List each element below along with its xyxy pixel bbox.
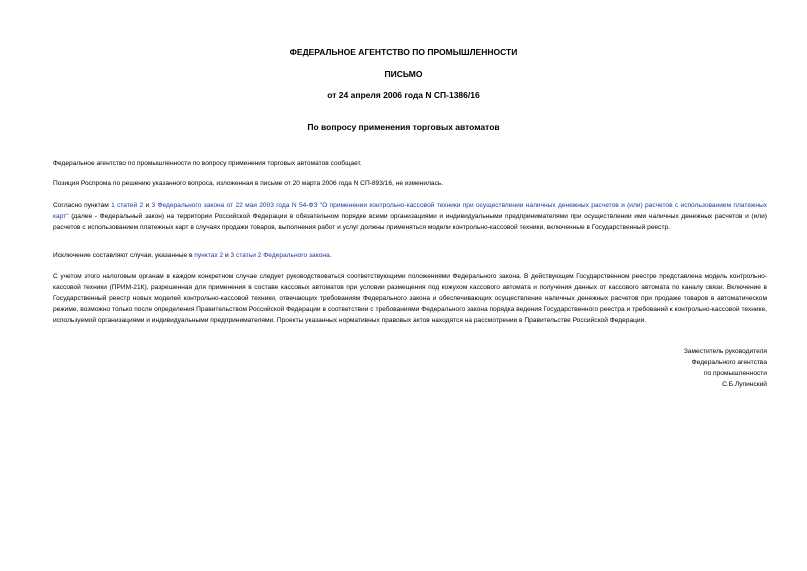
paragraph-text: Согласно пунктам — [53, 201, 112, 209]
paragraph-text: (далее - Федеральный закон) на территории Российской Федерации в обязательном порядке всеми организациями и индивидуальными предпринимателями при осуществлении ими наличных денежных расчетов и (или) расчетов с использованием платежных карт в случаях продажи товаров, выполнения работ и услуг должны применяться модели контрольно-кассовой техники, включенные в Государственный реестр. — [53, 212, 767, 231]
link-points-2[interactable]: пунктах 2 — [194, 251, 224, 259]
signature-block — [567, 346, 767, 390]
signature-name: С.Б.Лупинский — [722, 381, 767, 388]
paragraph-position: Позиция Роспрома по решению указанного вопроса, изложенная в письме от 20 марта 2006 года N СП-893/16, не изменилась. — [53, 179, 444, 187]
document-subject: По вопросу применения торговых автоматов — [307, 122, 500, 132]
paragraph-text: и — [223, 251, 231, 259]
document-date-number: от 24 апреля 2006 года N СП-1386/16 — [327, 90, 480, 100]
paragraph-intro: Федеральное агентство по промышленности по вопросу применения торговых автоматов сообщает. — [53, 159, 362, 167]
paragraph-tax-authorities: С учетом этого налоговым органам в каждом конкретном случае следует руководствоваться соответствующими положениями Федерального закона. В действующем Государственном реестре представлена модель контрольно-кассовой техники (ПРИМ-21К), разрешенная для применения в составе кассовых автоматов при условии размещения под кожухом кассового автомата и получения данных от кассового автомата по каналу связи. Включение в Государственный реестр новых моделей контрольно-кассовой техники, отвечающих требованиям Федерального закона и обеспечивающих осуществление наличных денежных расчетов при продаже товаров в автоматическом режиме, возможно только после определения Правительством Российской Федерации в соответствии с требованиями Федерального закона порядка ведения Государственного реестра и требований к контрольно-кассовой технике, используемой организациями и индивидуальными предпринимателями. Проекты указанных нормативных правовых актов находятся на рассмотрении в Правительстве Российской Федерации. — [53, 272, 767, 324]
link-federal-law-54fz[interactable]: 3 Федерального закона от 22 мая 2003 года N 54-ФЗ "О применении контрольно-кассовой техники при осуществлении наличных денежных расчетов и (или) расчетов с использованием платежных карт" — [53, 201, 767, 220]
agency-heading: ФЕДЕРАЛЬНОЕ АГЕНТСТВО ПО ПРОМЫШЛЕННОСТИ — [289, 47, 518, 57]
link-article-2-federal-law[interactable]: 3 статьи 2 Федерального закона — [230, 251, 330, 259]
document-type-heading: ПИСЬМО — [384, 69, 423, 79]
signature-position: Заместитель руководителя — [683, 348, 767, 355]
paragraph-text: . — [329, 251, 332, 259]
paragraph-law-requirements — [53, 200, 767, 233]
signature-agency: Федерального агентства — [691, 359, 767, 366]
paragraph-text: Исключение составляют случаи, указанные в — [53, 251, 195, 259]
paragraph-exceptions — [53, 250, 767, 261]
link-article-2-point-1[interactable]: 1 статей 2 — [111, 201, 144, 209]
signature-agency-field: по промышленности — [703, 370, 767, 377]
paragraph-text: и — [143, 201, 152, 209]
